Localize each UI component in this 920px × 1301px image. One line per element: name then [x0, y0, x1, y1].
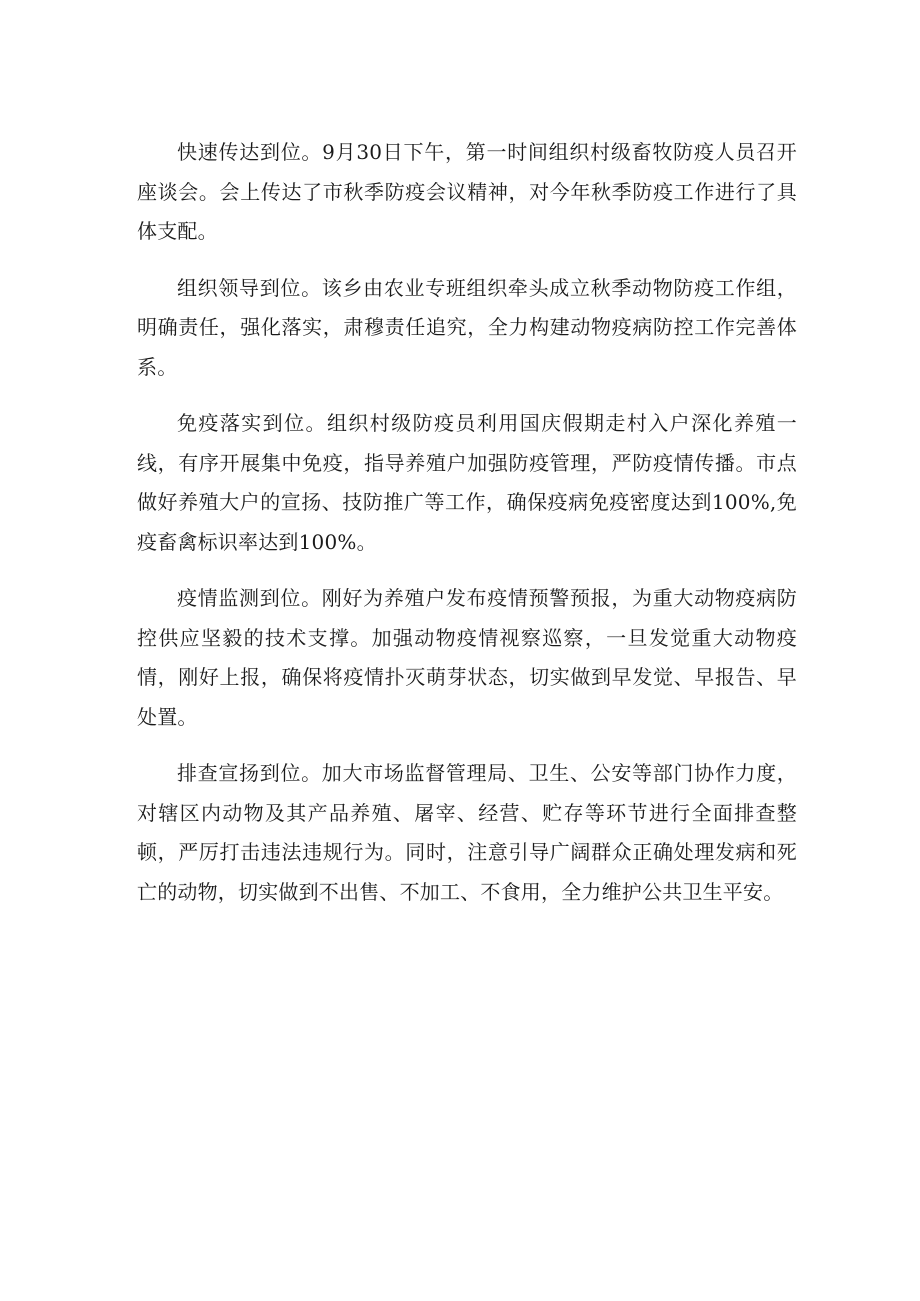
- paragraph-immunization: 免疫落实到位。组织村级防疫员利用国庆假期走村入户深化养殖一线，有序开展集中免疫，指导养殖户加强防疫管理，严防疫情传播。市点做好养殖大户的宣扬、技防推广等工作，确保疫病免疫密度达到100%,免疫畜禽标识率达到100%。: [137, 411, 797, 554]
- paragraph-inspection-publicity: 排查宣扬到位。加大市场监督管理局、卫生、公安等部门协作力度，对辖区内动物及其产品养殖、屠宰、经营、贮存等环节进行全面排查整顿，严厉打击违法违规行为。同时，注意引导广阔群众正确处理发病和死亡的动物，切实做到不出售、不加工、不食用，全力维护公共卫生平安。: [137, 761, 797, 904]
- paragraph-quick-communication: 快速传达到位。9月30日下午，第一时间组织村级畜牧防疫人员召开座谈会。会上传达了市秋季防疫会议精神，对今年秋季防疫工作进行了具体支配。: [137, 140, 797, 243]
- document-body: [137, 133, 797, 929]
- paragraph-organization-leadership: 组织领导到位。该乡由农业专班组织牵头成立秋季动物防疫工作组，明确责任，强化落实，肃穆责任追究，全力构建动物疫病防控工作完善体系。: [137, 275, 797, 379]
- paragraph-epidemic-monitoring: 疫情监测到位。刚好为养殖户发布疫情预警预报，为重大动物疫病防控供应坚毅的技术支撑。加强动物疫情视察巡察，一旦发觉重大动物疫情，刚好上报，确保将疫情扑灭萌芽状态，切实做到早发觉、早报告、早处置。: [137, 586, 797, 729]
